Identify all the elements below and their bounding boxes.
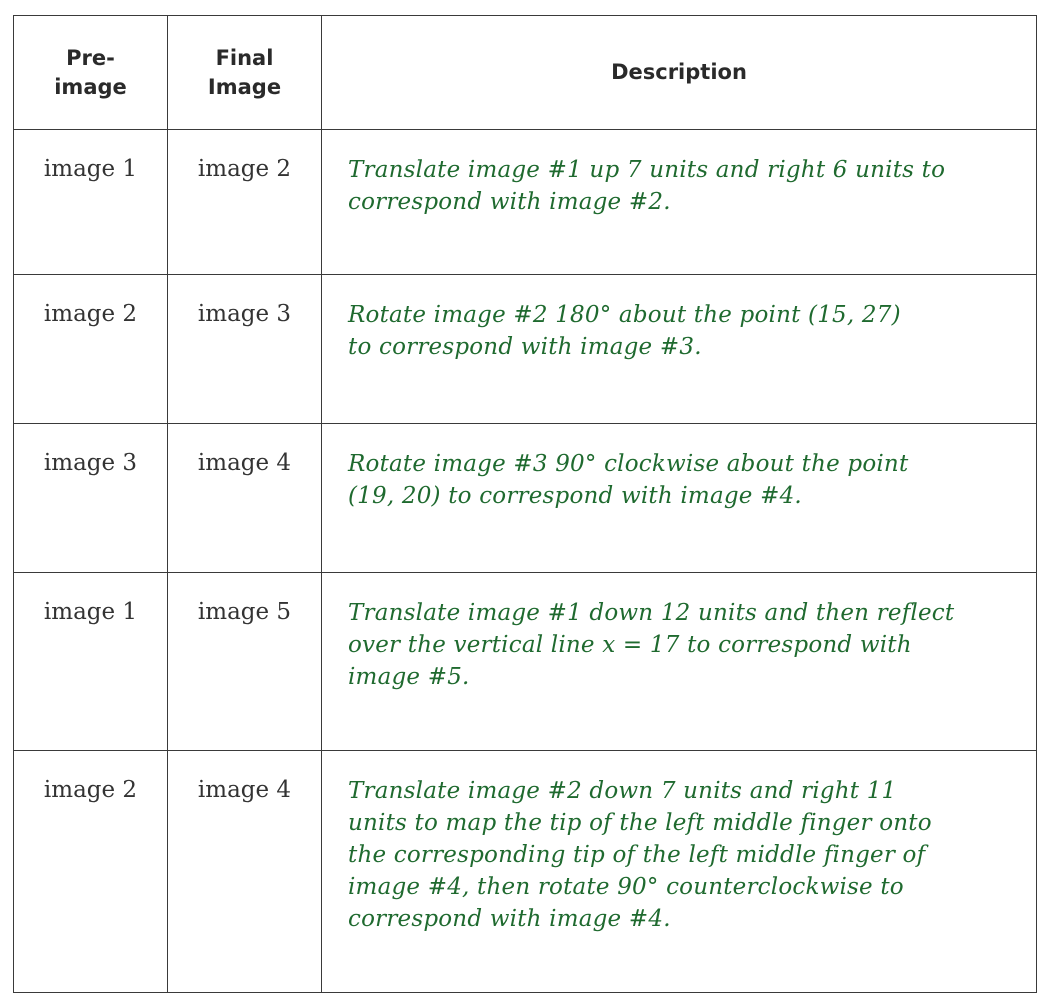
description-cell xyxy=(322,573,1037,751)
description-line: Translate image #2 down 7 units and right 11 xyxy=(348,778,897,804)
description-line: Translate image #1 down 12 units and then reflect xyxy=(348,600,955,626)
description-line: units to map the tip of the left middle finger onto xyxy=(348,810,932,836)
description-cell xyxy=(322,275,1037,424)
description-line: correspond with image #2. xyxy=(348,189,671,215)
final-image-cell: image 2 xyxy=(168,130,322,275)
final-image-cell: image 4 xyxy=(168,424,322,573)
pre-image-cell: image 2 xyxy=(14,751,168,993)
header-row xyxy=(14,16,1037,130)
description-line: Rotate image #3 90° clockwise about the point xyxy=(348,451,909,477)
pre-image-cell: image 1 xyxy=(14,130,168,275)
description-line: Translate image #1 up 7 units and right 6 units to xyxy=(348,157,946,183)
description-cell xyxy=(322,130,1037,275)
final-image-cell: image 5 xyxy=(168,573,322,751)
header-final-image-line-1: Final xyxy=(215,45,274,70)
description-line: the corresponding tip of the left middle finger of xyxy=(348,842,926,868)
header-final-image-line-2: Image xyxy=(207,74,282,99)
pre-image-cell: image 2 xyxy=(14,275,168,424)
pre-image-cell: image 1 xyxy=(14,573,168,751)
transformations-table xyxy=(13,15,1037,993)
pre-image-cell: image 3 xyxy=(14,424,168,573)
final-image-cell: image 3 xyxy=(168,275,322,424)
description-line: correspond with image #4. xyxy=(348,906,671,932)
header-final-image xyxy=(168,16,322,130)
description-line: to correspond with image #3. xyxy=(348,334,702,360)
table-row xyxy=(14,424,1037,573)
header-pre-image-line-2: image xyxy=(54,74,127,99)
table-row xyxy=(14,130,1037,275)
description-line: (19, 20) to correspond with image #4. xyxy=(348,483,802,509)
description-line: Rotate image #2 180° about the point (15, 27) xyxy=(348,302,901,328)
header-pre-image-line-1: Pre- xyxy=(66,45,115,70)
header-description: Description xyxy=(322,16,1037,130)
header-pre-image xyxy=(14,16,168,130)
description-line: image #5. xyxy=(348,664,470,690)
description-cell xyxy=(322,424,1037,573)
description-line: over the vertical line x = 17 to correspond with xyxy=(348,632,912,658)
table-row xyxy=(14,751,1037,993)
table-row xyxy=(14,573,1037,751)
description-cell xyxy=(322,751,1037,993)
final-image-cell: image 4 xyxy=(168,751,322,993)
description-line: image #4, then rotate 90° counterclockwise to xyxy=(348,874,904,900)
transformations-table-container xyxy=(13,15,1036,993)
table-row xyxy=(14,275,1037,424)
